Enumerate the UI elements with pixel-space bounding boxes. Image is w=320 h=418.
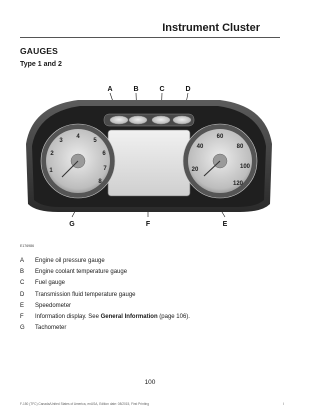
section-heading: GAUGES [20,46,59,56]
legend-text: Information display. See [35,314,101,321]
callout-c: C [159,86,165,93]
instrument-cluster-illustration [18,84,280,244]
speedometer-tick-label: 60 [216,134,224,140]
legend-description: Engine oil pressure gauge [35,258,105,264]
page-header-title: Instrument Cluster [162,22,260,34]
section-subheading: Type 1 and 2 [20,61,62,68]
legend-letter: A [20,258,25,264]
speedometer-tick-label: 100 [239,164,251,170]
legend-text: (page 106). [157,314,190,321]
callout-b: B [133,86,139,93]
cross-reference-link[interactable]: General Information [100,314,158,321]
header-rule [20,37,280,38]
speedometer-tick-label: 120 [232,181,244,187]
footer-mark: I [283,402,284,406]
legend-row [20,301,282,312]
tachometer-tick-label: 1 [49,168,53,174]
fuel-gauge [152,116,170,124]
speedometer-tick-label: 20 [191,167,199,173]
legend-description: Tachometer [35,325,67,332]
legend-letter: F [20,314,24,321]
oil-pressure-gauge [110,116,128,124]
legend-row [20,278,282,289]
callout-f: F [145,221,151,228]
legend-description: Speedometer [35,302,72,309]
information-display [108,130,190,196]
callout-e: E [222,221,228,228]
legend-letter: D [20,291,25,298]
legend-list [20,256,282,334]
transmission-temperature-gauge [173,116,191,124]
legend-row [20,290,282,301]
footer-note: F-150 (TFC) Canada/United States of America, enUSA, Edition date: 08/2015, First Printing [20,402,149,406]
legend-row [20,323,282,334]
tachometer-tick-label: 3 [59,138,63,144]
tachometer-tick-label: 7 [103,166,107,172]
legend-letter: G [20,325,25,332]
legend-description: Transmission fluid temperature gauge [35,291,136,298]
tachometer-tick-label: 8 [98,179,102,185]
legend-description: Fuel gauge [35,280,66,287]
legend-description [35,312,190,323]
legend-description: Engine coolant temperature gauge [35,269,128,276]
speedometer-tick-label: 40 [196,144,204,150]
callout-a: A [107,86,113,93]
tachometer-tick-label: 6 [102,151,106,157]
legend-row [20,312,282,323]
legend-row [20,267,282,278]
legend-row [20,256,282,267]
tachometer-tick-label: 4 [76,134,80,140]
speedometer-tick-label: 80 [236,144,244,150]
legend-letter: C [20,280,25,287]
coolant-temperature-gauge [129,116,147,124]
tachometer-tick-label: 2 [50,151,54,157]
legend-letter: E [20,302,25,309]
callout-g: G [69,221,75,228]
callout-d: D [185,86,191,93]
tachometer-tick-label: 5 [93,138,97,144]
page-number: 100 [144,379,156,386]
figure-id: E176986 [20,244,35,248]
legend-letter: B [20,269,25,276]
